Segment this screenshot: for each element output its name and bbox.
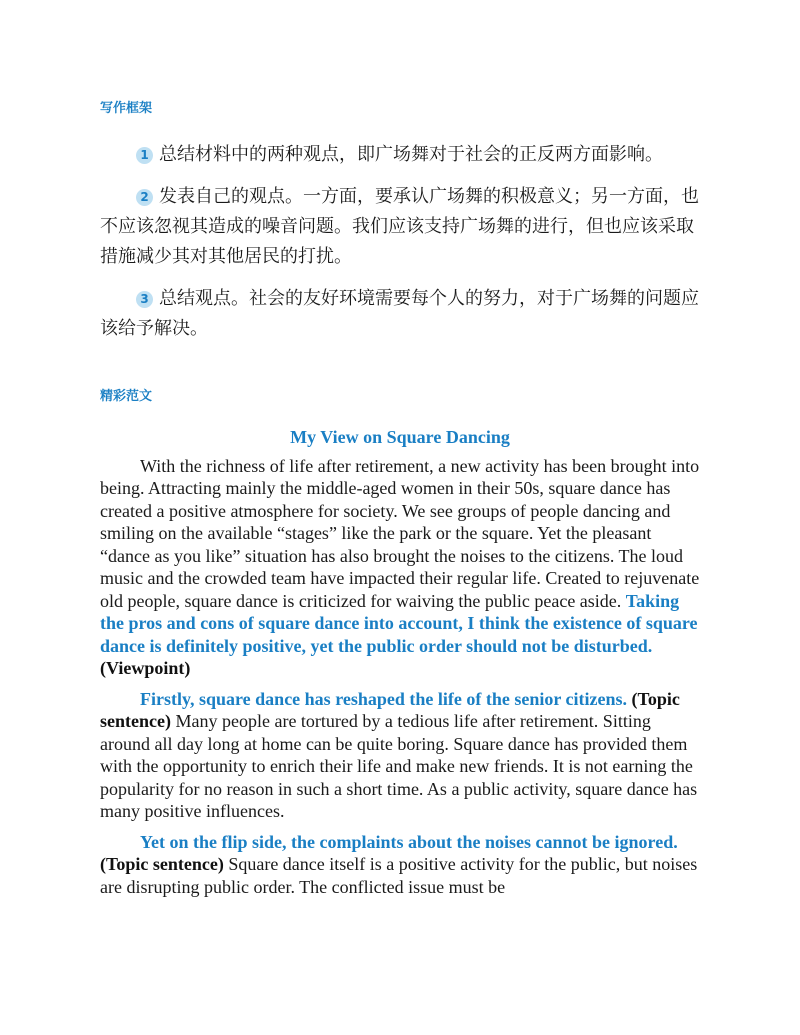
number-badge-3: 3 (136, 291, 153, 308)
viewpoint-highlight: Taking the pros and cons of square dance into account, I think the existence of square dance is definitely positive, yet the public order should not be disturbed. (100, 590, 698, 656)
framework-item-3 (100, 284, 700, 344)
essay-paragraph-1 (100, 455, 700, 680)
topic-sentence-2-tag: (Topic sentence) (100, 854, 224, 874)
topic-sentence-1-highlight: Firstly, square dance has reshaped the life of the senior citizens. (140, 688, 627, 709)
essay-paragraph-3 (100, 831, 700, 899)
topic-sentence-1-tag: (Topic sentence) (100, 688, 680, 731)
framework-item-3-text: 总结观点。社会的友好环境需要每个人的努力，对于广场舞的问题应该给予解决。 (100, 288, 699, 339)
framework-list (100, 140, 700, 356)
framework-section-title: 写作框架 (100, 101, 153, 116)
p1-text: With the richness of life after retirement, a new activity has been brought into being. Attracting mainly the middle-aged women in their 50s, square dance has created a positive atmosphere for society. We see groups of people dancing and smiling on the available “stages” like the park or the square. Yet the pleasant “dance as you like” situation has also brought the noises to the citizens. The loud music and the crowded team have impacted their regular life. Created to rejuvenate old people, square dance is criticized for waiving the public peace aside. (100, 455, 700, 611)
essay-title: My View on Square Dancing (290, 427, 510, 447)
framework-item-1-text: 总结材料中的两种观点，即广场舞对于社会的正反两方面影响。 (159, 144, 663, 165)
p2-text: Many people are tortured by a tedious life after retirement. Sitting around all day long at home can be quite boring. Square dance has provided them with the opportunity to enrich their life and make new friends. It is not earning the popularity for no reason in such a short time. As a public activity, square dance has many positive influences. (100, 711, 698, 821)
essay (100, 426, 700, 906)
number-badge-1: 1 (136, 147, 153, 164)
p3-text: Square dance itself is a positive activity for the public, but noises are disrupting public order. The conflicted issue must be (100, 854, 698, 897)
essay-paragraph-2 (100, 688, 700, 823)
framework-item-2 (100, 182, 700, 272)
framework-item-1 (100, 140, 700, 170)
topic-sentence-2-highlight: Yet on the flip side, the complaints about the noises cannot be ignored. (140, 831, 678, 852)
essay-section-title: 精彩范文 (100, 389, 153, 404)
framework-item-2-text: 发表自己的观点。一方面，要承认广场舞的积极意义；另一方面，也不应该忽视其造成的噪音问题。我们应该支持广场舞的进行，但也应该采取措施减少其对其他居民的打扰。 (100, 186, 699, 267)
viewpoint-tag: (Viewpoint) (100, 658, 191, 678)
number-badge-2: 2 (136, 189, 153, 206)
